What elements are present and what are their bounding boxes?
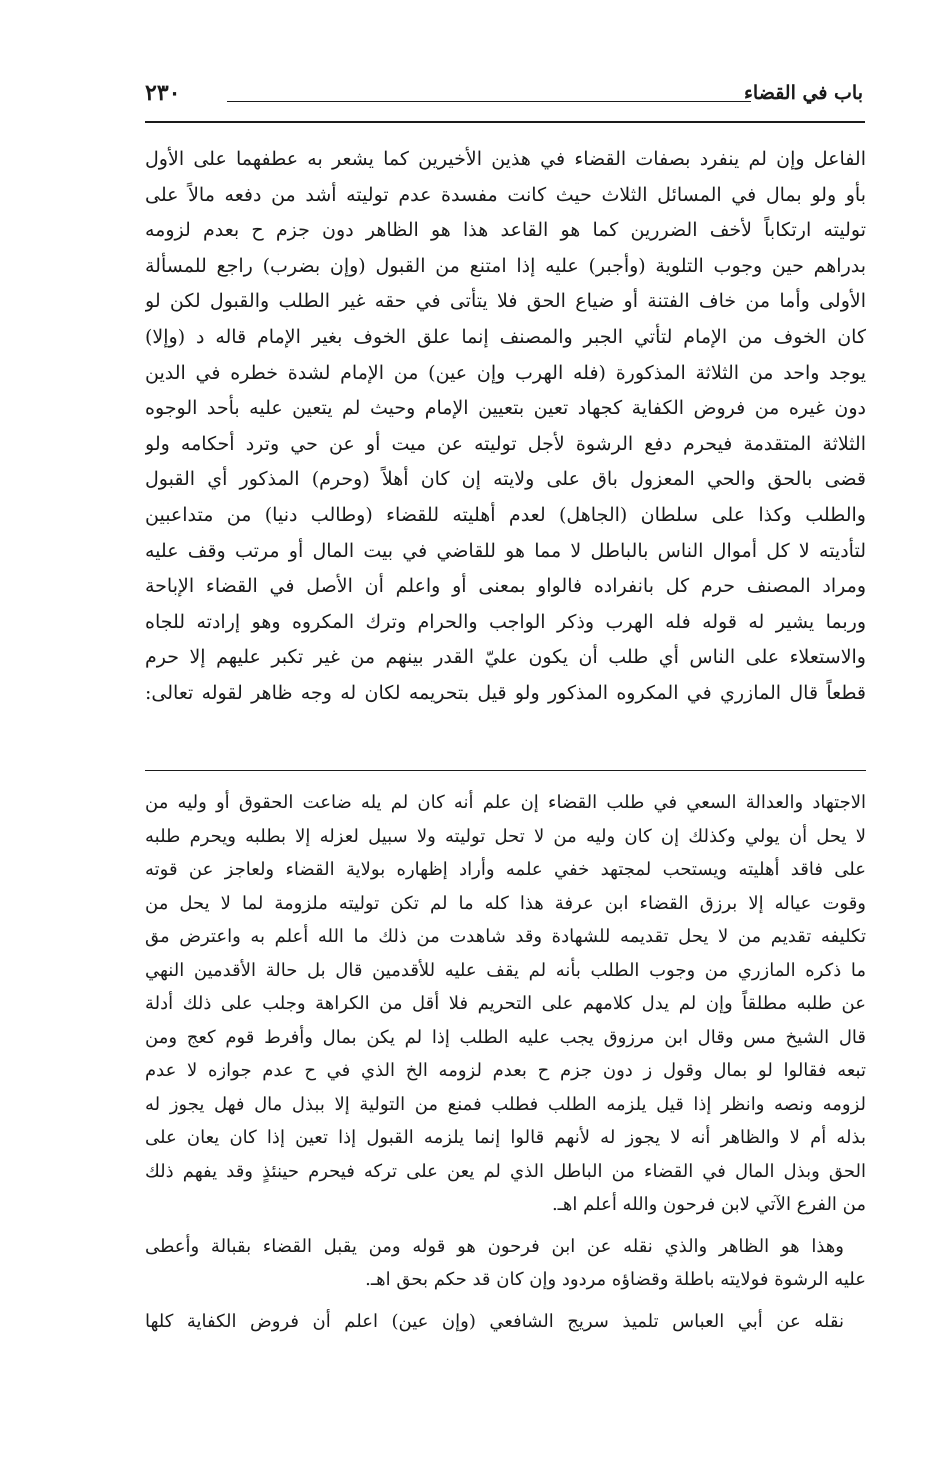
footnote-line: تكليفه تقديم من لا يحل تقديمه للشهادة وقد شاهدت من ذلك ما الله أعلم به واعترض مق bbox=[145, 926, 866, 947]
page-number: ٢٣٠ bbox=[145, 80, 181, 106]
footnote-line: على فاقد أهليته ويستحب لمجتهد خفي علمه وأراد إظهاره بولاية القضاء ولعاجز عن قوته bbox=[145, 859, 866, 880]
footnote-line: عن طلبه مطلقاً وإن لم يدل كلامهم على التحريم فلا أقل من الكراهة وجلب على ذلك أدلة bbox=[145, 993, 866, 1014]
paragraph-gap bbox=[145, 1297, 866, 1305]
text-line: لتأديته لا كل أموال الناس بالباطل لا مما هو للقاضي في بيت المال أو مرتب وقف عليه bbox=[145, 539, 866, 562]
text-line: قضى بالحق والحي المعزول باق على ولايته إن كان أهلاً (وحرم) المذكور أي القبول bbox=[145, 468, 866, 491]
footnote-line: قال الشيخ مس وقال ابن مرزوق يجب عليه الطلب إذا لم يكن بمال وأفرط قوم كعج ومن bbox=[145, 1026, 866, 1048]
text-line: توليته ارتكاباً لأخف الضررين كما هو القاعد هذا هو الظاهر دون جزم ح بعدم لزومه bbox=[145, 219, 866, 242]
footnote-line: لا يحل أن يولي وكذلك إن كان وليه من لا تحل توليته ولا سبيل لعزله إلا بطلبه ويحرم طلبه bbox=[145, 825, 866, 847]
text-line: يوجد واحد من الثلاثة المذكورة (فله الهرب وإن عين) من الإمام لشدة خطره في الدين bbox=[145, 361, 866, 384]
header-rule bbox=[145, 121, 865, 123]
footnote-divider bbox=[145, 770, 866, 771]
text-line: الفاعل وإن لم ينفرد بصفات القضاء في هذين الأخيرين كما يشعر به عطفهما على الأول bbox=[145, 148, 866, 170]
text-line: بدراهم حين وجوب التلوية (وأجبر) عليه إذا امتنع من القبول (وإن بضرب) راجع للمسألة bbox=[145, 254, 866, 277]
footnote-line: عليه الرشوة فولايته باطلة وقضاؤه مردود وإن كان قد حكم بحق اهـ. bbox=[365, 1269, 866, 1290]
footnote-line: لزومه ونصه وانظر إذا قيل يلزمه الطلب فطلب فمنع من التولية إلا ببذل مال فهل يجوز له bbox=[145, 1093, 866, 1115]
footnote-line: تبعه فقالوا لو بمال وقول ز دون جزم ح بعدم لزومه الخ الذي في ح عدم جوازه لا عدم bbox=[145, 1060, 866, 1081]
footnote-line: بذله أم لا والظاهر أنه لا يجوز له لأنهم قالوا إنما يلزمه القبول إذا تعين إذا كان يعان على bbox=[145, 1127, 866, 1148]
text-line: بأو ولو بمال في المسائل الثلاث حيث كانت مفسدة عدم توليته أشد من دفعه مالاً على bbox=[145, 183, 866, 206]
footnote-line: ما ذكره المازري من وجوب الطلب بأنه لم يقف عليه للأقدمين قال بل حالة الأقدمين النهي bbox=[145, 959, 866, 981]
text-line: كان الخوف من الإمام لتأتي الجبر والمصنف إنما علق الخوف بغير الإمام قاله د (وإلا) bbox=[145, 325, 866, 348]
footnote-line: الاجتهاد والعدالة السعي في طلب القضاء إن علم أنه كان لم يله ضاعت الحقوق أو وليه من bbox=[145, 792, 866, 813]
main-text bbox=[145, 142, 866, 712]
text-line: قطعاً قال المازري في المكروه المذكور ولو قيل بتحريمه لكان له وجه ظاهر لقوله تعالى: bbox=[145, 681, 866, 704]
running-header bbox=[145, 78, 863, 118]
footnote-line: وهذا هو الظاهر والذي نقله عن ابن فرحون هو قوله ومن يقبل القضاء بقبالة وأعطى bbox=[145, 1235, 844, 1257]
footnotes bbox=[145, 786, 866, 1338]
text-line: الأولى وأما من خاف الفتنة أو ضياع الحق فلا يتأتى في حقه غير الطلب والقبول لكن لو bbox=[145, 290, 866, 313]
footnote-line: من الفرع الآتي لابن فرحون والله أعلم اهـ. bbox=[551, 1194, 866, 1215]
text-line: والاستعلاء على الناس أي طلب أن يكون عليّ القدر بينهم من غير تكبر عليهم إلا حرم bbox=[145, 646, 866, 669]
text-line: ومراد المصنف حرم كل بانفراده فالواو بمعنى أو واعلم أن الأصل في القضاء الإباحة bbox=[145, 575, 866, 598]
chapter-title: باب في القضاء bbox=[744, 82, 863, 104]
text-line: دون غيره من فروض الكفاية كجهاد تعين بتعيين الإمام وحيث لم يتعين عليه بأحد الوجوه bbox=[145, 397, 866, 420]
text-line: وربما يشير له قوله فله الهرب وذكر الواجب والحرام وترك المكروه وهو إرادته للجاه bbox=[145, 610, 866, 633]
footnote-line: وقوت عياله إلا برزق القضاء ابن عرفة هذا كله ما لم تكن توليته ملزومة لما لا يحل من bbox=[145, 892, 866, 914]
footnote-line: الحق وبذل المال في القضاء من الباطل الذي لم يعن على تركه فيحرم حينئذٍ وقد يفهم ذلك bbox=[145, 1160, 866, 1182]
text-line: الثلاثة المتقدمة فيحرم دفع الرشوة لأجل توليته عن ميت أو عن حي وترد أحكامه ولو bbox=[145, 432, 866, 455]
paragraph-gap bbox=[145, 1222, 866, 1230]
footnote-line: نقله عن أبي العباس تلميذ سريج الشافعي (وإن عين) اعلم أن فروض الكفاية كلها bbox=[145, 1310, 844, 1332]
text-line: والطلب وكذا على سلطان (الجاهل) لعدم أهليته للقضاء (وطالب دنيا) من متداعبين bbox=[145, 503, 866, 526]
header-line bbox=[227, 101, 751, 102]
